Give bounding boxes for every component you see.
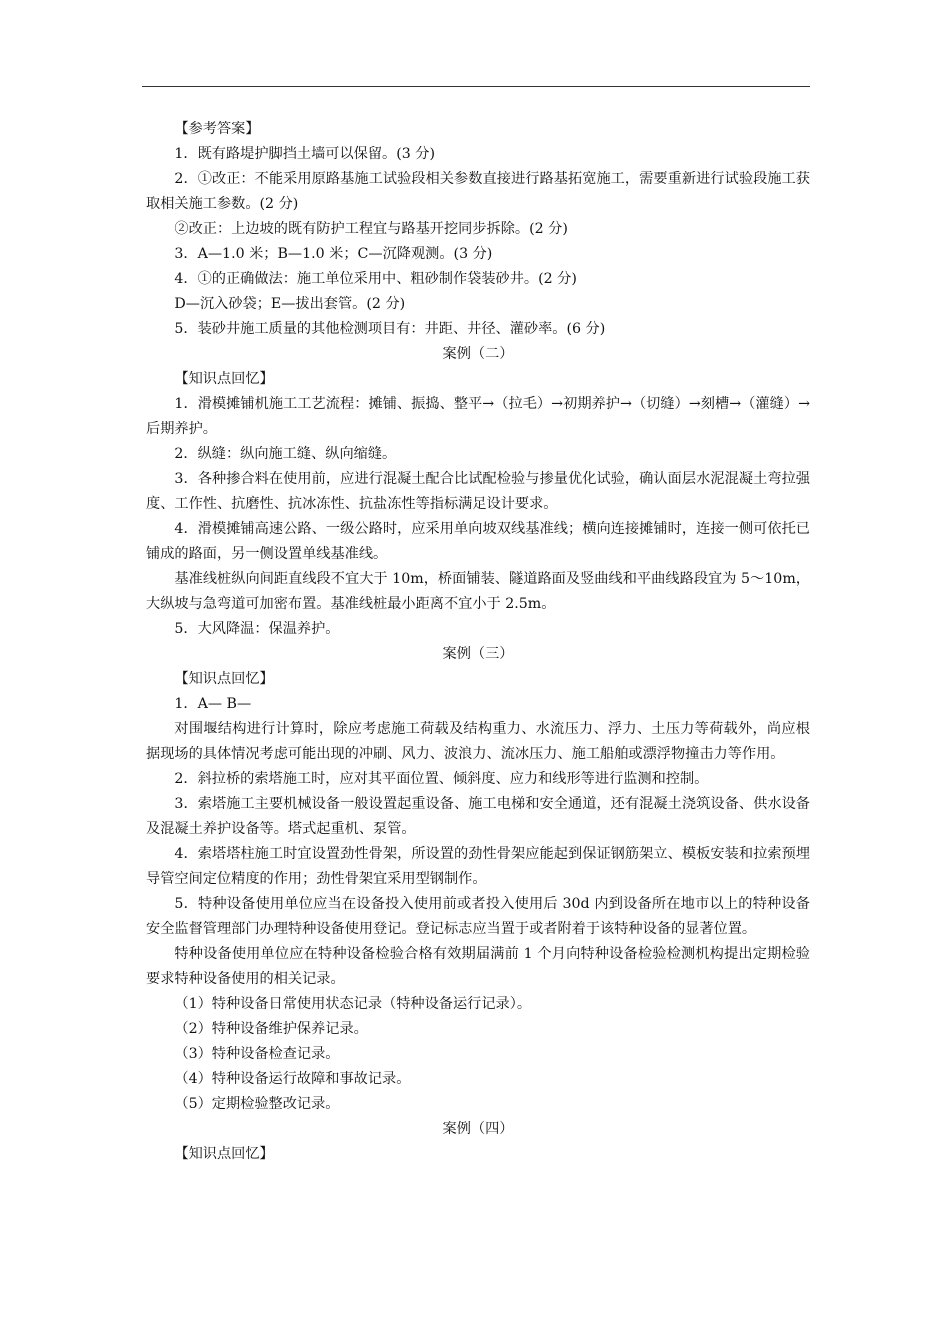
section-case-3 bbox=[146, 642, 810, 1117]
paragraph: 5．特种设备使用单位应当在设备投入使用前或者投入使用后 30d 内到设备所在地市以上的特种设备安全监督管理部门办理特种设备使用登记。登记标志应当置于或者附着于该特种设备的显著位置。 bbox=[146, 896, 810, 937]
section-heading: 【知识点回忆】 bbox=[174, 1146, 274, 1162]
paragraph: 特种设备使用单位应在特种设备检验合格有效期届满前 1 个月向特种设备检验检测机构提出定期检验要求特种设备使用的相关记录。 bbox=[146, 946, 810, 987]
paragraph: 3．各种掺合料在使用前，应进行混凝土配合比试配检验与掺量优化试验，确认面层水泥混凝土弯拉强度、工作性、抗磨性、抗冰冻性、抗盐冻性等指标满足设计要求。 bbox=[146, 471, 810, 512]
paragraph: 对围堰结构进行计算时，除应考虑施工荷载及结构重力、水流压力、浮力、土压力等荷载外，尚应根据现场的具体情况考虑可能出现的冲刷、风力、波浪力、流冰压力、施工船舶或漂浮物撞击力等作用。 bbox=[146, 721, 810, 762]
paragraph: 1．滑模摊铺机施工工艺流程：摊铺、振捣、整平→（拉毛）→初期养护→（切缝）→刻槽→（灌缝）→后期养护。 bbox=[146, 396, 810, 437]
paragraph: 5．大风降温：保温养护。 bbox=[174, 621, 340, 637]
section-case-2 bbox=[146, 342, 810, 642]
case-title: 案例（四） bbox=[442, 1121, 514, 1137]
paragraph: D—沉入砂袋；E—拔出套管。(2 分) bbox=[174, 296, 406, 312]
section-heading: 【知识点回忆】 bbox=[174, 371, 274, 387]
paragraph: 3．索塔施工主要机械设备一般设置起重设备、施工电梯和安全通道，还有混凝土浇筑设备、供水设备及混凝土养护设备等。塔式起重机、泵管。 bbox=[146, 796, 810, 837]
paragraph: 4．滑模摊铺高速公路、一级公路时，应采用单向坡双线基准线；横向连接摊铺时，连接一侧可依托已铺成的路面，另一侧设置单线基准线。 bbox=[146, 521, 810, 562]
paragraph: 2．斜拉桥的索塔施工时，应对其平面位置、倾斜度、应力和线形等进行监测和控制。 bbox=[174, 771, 709, 787]
paragraph: 4．索塔塔柱施工时宜设置劲性骨架，所设置的劲性骨架应能起到保证钢筋架立、模板安装和拉索预埋导管空间定位精度的作用；劲性骨架宜采用型钢制作。 bbox=[146, 846, 810, 887]
paragraph: 基准线桩纵向间距直线段不宜大于 10m，桥面铺装、隧道路面及竖曲线和平曲线路段宜为 5～10m，大纵坡与急弯道可加密布置。基准线桩最小距离不宜小于 2.5m。 bbox=[146, 571, 810, 612]
paragraph: 1．A— B— bbox=[174, 696, 252, 712]
list-item: （5）定期检验整改记录。 bbox=[174, 1096, 340, 1112]
document-body bbox=[146, 117, 810, 1167]
section-answer bbox=[146, 117, 810, 342]
paragraph: 1．既有路堤护脚挡土墙可以保留。(3 分) bbox=[174, 146, 436, 162]
section-heading: 【知识点回忆】 bbox=[174, 671, 274, 687]
paragraph: 2．①改正：不能采用原路基施工试验段相关参数直接进行路基拓宽施工，需要重新进行试验段施工获取相关施工参数。(2 分) bbox=[146, 171, 810, 212]
list-item: （2）特种设备维护保养记录。 bbox=[174, 1021, 368, 1037]
paragraph: 4．①的正确做法：施工单位采用中、粗砂制作袋装砂井。(2 分) bbox=[174, 271, 577, 287]
list-item: （1）特种设备日常使用状态记录（特种设备运行记录）。 bbox=[174, 996, 532, 1012]
paragraph: 3．A—1.0 米；B—1.0 米；C—沉降观测。(3 分) bbox=[174, 246, 493, 262]
list-item: （4）特种设备运行故障和事故记录。 bbox=[174, 1071, 411, 1087]
paragraph: ②改正：上边坡的既有防护工程宜与路基开挖同步拆除。(2 分) bbox=[174, 221, 568, 237]
list-item: （3）特种设备检查记录。 bbox=[174, 1046, 340, 1062]
paragraph: 5．装砂井施工质量的其他检测项目有：井距、井径、灌砂率。(6 分) bbox=[174, 321, 606, 337]
case-title: 案例（三） bbox=[442, 646, 514, 662]
paragraph: 2．纵缝：纵向施工缝、纵向缩缝。 bbox=[174, 446, 397, 462]
case-title: 案例（二） bbox=[442, 346, 514, 362]
section-heading: 【参考答案】 bbox=[174, 121, 260, 137]
header-rule bbox=[142, 86, 810, 87]
section-case-4 bbox=[146, 1117, 810, 1167]
